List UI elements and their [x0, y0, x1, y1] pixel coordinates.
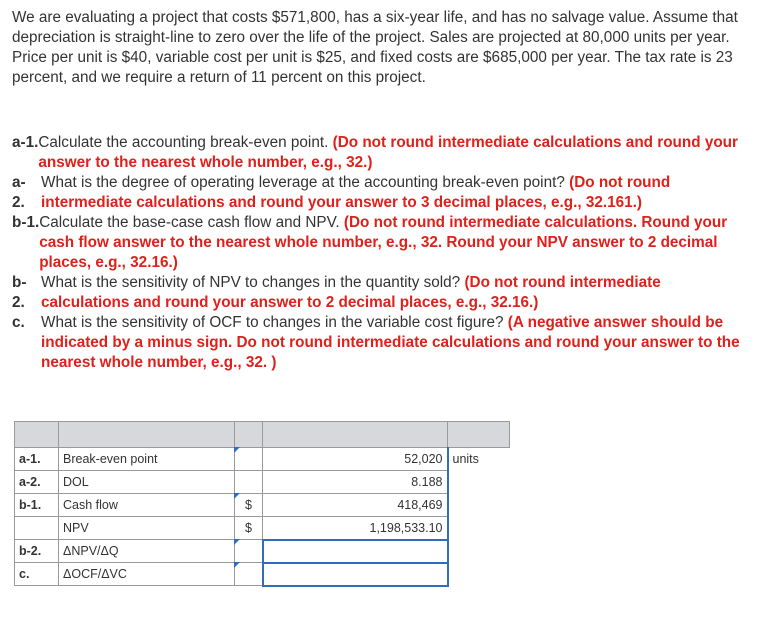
- question-a2: [12, 173, 747, 213]
- question-text: Calculate the accounting break-even point.: [38, 134, 333, 151]
- row-label: b-1.: [15, 494, 59, 517]
- row-label: b-2.: [15, 540, 59, 563]
- table-row-ocf-sensitivity: [15, 563, 510, 586]
- row-name: ΔOCF/ΔVC: [59, 563, 235, 586]
- question-list: [12, 133, 747, 373]
- table-row-dol: [15, 471, 510, 494]
- question-note: (Do not round intermediate calculations and round your answer to the nearest whole number, e.g., 32.): [38, 134, 738, 171]
- question-text: What is the degree of operating leverage at the accounting break-even point?: [41, 174, 570, 191]
- question-label: a- 2.: [12, 174, 26, 211]
- question-text: What is the sensitivity of NPV to changes in the quantity sold?: [41, 274, 465, 291]
- table-row-cash-flow: [15, 494, 510, 517]
- question-note: (Do not round intermediate calculations and round your answer to 2 decimal places, e.g., 32.16.): [41, 274, 661, 311]
- row-label: c.: [15, 563, 59, 586]
- row-unit: units: [452, 452, 479, 467]
- break-even-input[interactable]: 52,020: [263, 448, 448, 471]
- row-unit: [448, 540, 510, 563]
- row-name: Cash flow: [59, 494, 235, 517]
- row-currency: [235, 540, 263, 563]
- row-currency: [235, 471, 263, 494]
- question-note: (Do not round intermediate calculations. Round your cash flow answer to the nearest whole number, e.g., 32. Round your NPV answer to 2 decimal places, e.g., 32.16.): [39, 214, 728, 271]
- row-unit: [448, 471, 510, 494]
- question-note: (Do not round intermediate calculations and round your answer to 3 decimal places, e.g., 32.161.): [41, 174, 671, 211]
- question-label: b- 2.: [12, 274, 27, 311]
- row-currency: $: [235, 494, 263, 517]
- question-a1: [12, 133, 747, 173]
- question-label: b-1.: [12, 214, 40, 231]
- table-row-npv-sensitivity: [15, 540, 510, 563]
- dol-input[interactable]: 8.188: [263, 471, 448, 494]
- question-b2: [12, 273, 747, 313]
- row-name: DOL: [59, 471, 235, 494]
- row-currency: [235, 563, 263, 586]
- question-label: a-1.: [12, 134, 39, 151]
- question-text: Calculate the base-case cash flow and NPV.: [39, 214, 344, 231]
- ocf-sensitivity-input[interactable]: [263, 563, 448, 586]
- row-label: a-2.: [15, 471, 59, 494]
- cash-flow-input[interactable]: 418,469: [263, 494, 448, 517]
- table-row-break-even: [15, 448, 510, 471]
- question-note: (A negative answer should be indicated by a minus sign. Do not round intermediate calculations and round your answer to the nearest whole number, e.g., 32. ): [41, 314, 740, 371]
- table-row-npv: [15, 517, 510, 540]
- row-unit: [448, 563, 510, 586]
- row-label: [15, 517, 59, 540]
- npv-sensitivity-input[interactable]: [263, 540, 448, 563]
- question-b1: [12, 213, 747, 273]
- row-name: ΔNPV/ΔQ: [59, 540, 235, 563]
- answer-table: [14, 421, 510, 587]
- question-text: What is the sensitivity of OCF to changes in the variable cost figure?: [41, 314, 508, 331]
- problem-statement: We are evaluating a project that costs $571,800, has a six-year life, and has no salvage value. Assume that depreciation is straight-line to zero over the life of the project. Sales are projected at 80,000 units per year. Price per unit is $40, variable cost per unit is $25, and fixed costs are $685,000 per year. The tax rate is 23 percent, and we require a return of 11 percent on this project.: [12, 9, 738, 86]
- row-name: NPV: [59, 517, 235, 540]
- table-header-row: [15, 422, 510, 448]
- row-label: a-1.: [15, 448, 59, 471]
- row-unit: [448, 494, 510, 517]
- npv-input[interactable]: 1,198,533.10: [263, 517, 448, 540]
- row-unit: [448, 517, 510, 540]
- row-currency: $: [235, 517, 263, 540]
- question-c: [12, 313, 747, 373]
- row-currency: [235, 448, 263, 471]
- question-label: c.: [12, 314, 25, 331]
- row-name: Break-even point: [59, 448, 235, 471]
